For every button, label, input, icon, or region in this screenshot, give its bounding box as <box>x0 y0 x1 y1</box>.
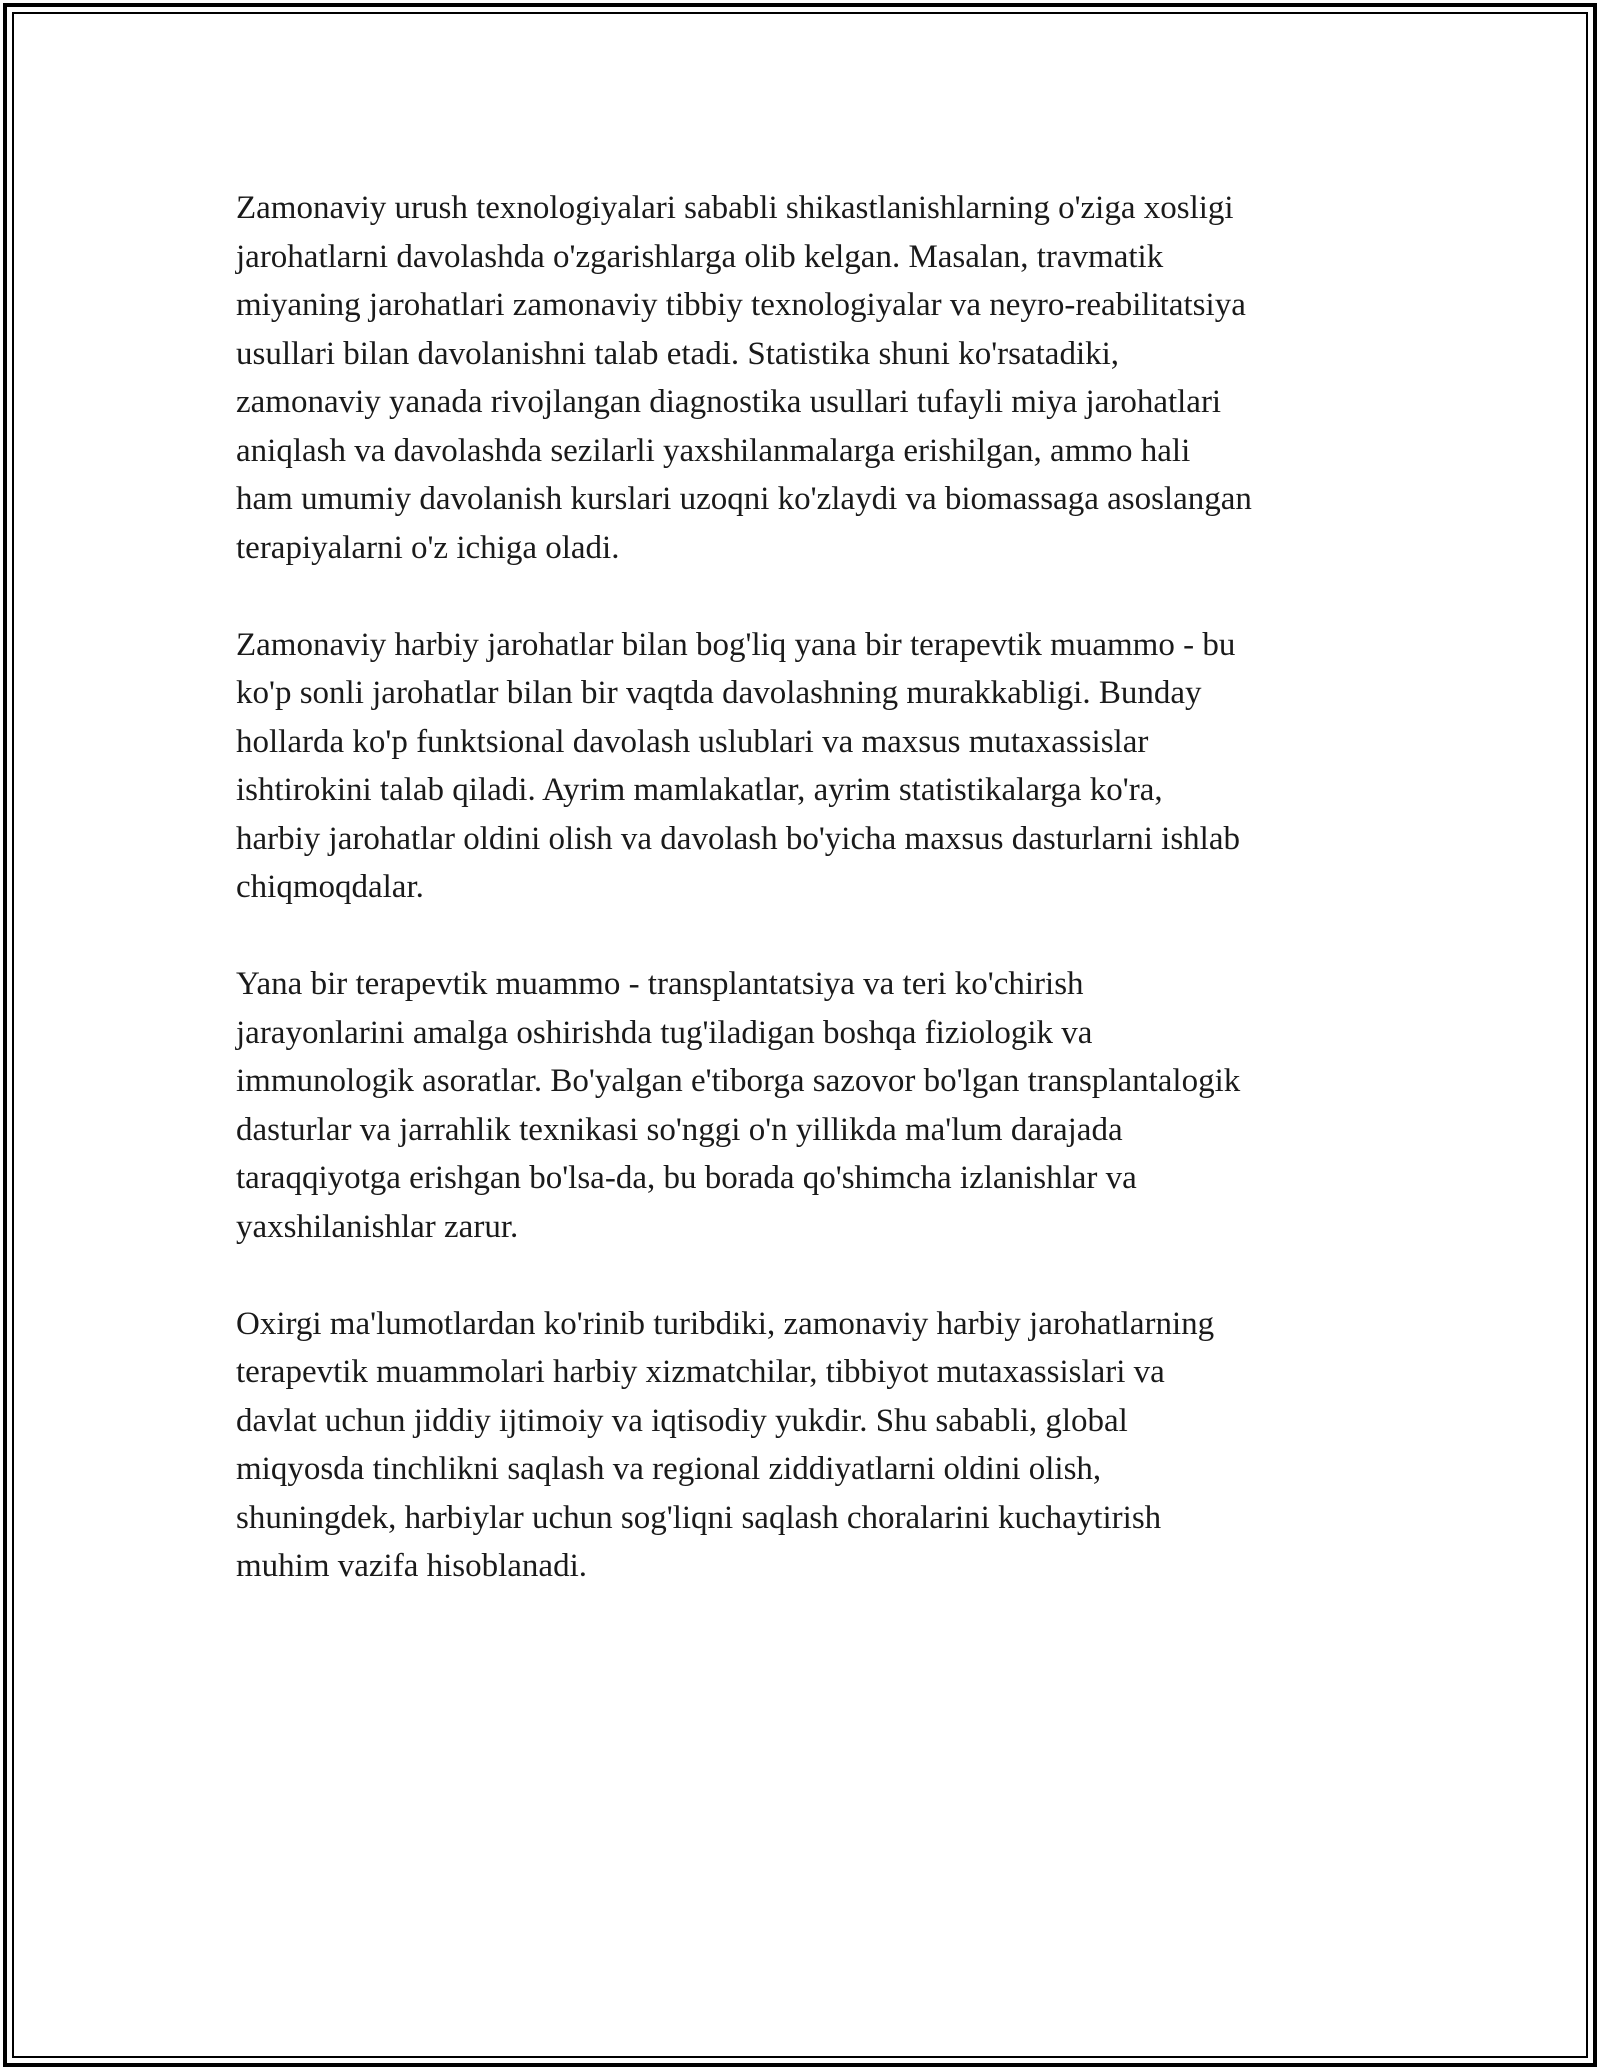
document-body <box>236 184 1386 1639</box>
text-line: terapevtik muammolari harbiy xizmatchilar, tibbiyot mutaxassislari va <box>236 1354 1165 1390</box>
text-line: usullari bilan davolanishni talab etadi. Statistika shuni ko'rsatadiki, <box>236 335 1120 372</box>
text-line: Oxirgi ma'lumotlardan ko'rinib turibdiki, zamonaviy harbiy jarohatlarning <box>236 1305 1215 1342</box>
text-line: taraqqiyotga erishgan bo'lsa-da, bu borada qo'shimcha izlanishlar va <box>236 1160 1137 1196</box>
text-line: muhim vazifa hisoblanadi. <box>236 1548 587 1584</box>
text-line: ko'p sonli jarohatlar bilan bir vaqtda davolashning murakkabligi. Bunday <box>236 675 1202 711</box>
paragraph-2 <box>236 621 1386 912</box>
text-line: jarohatlarni davolashda o'zgarishlarga olib kelgan. Masalan, travmatik <box>236 238 1164 275</box>
text-line: shuningdek, harbiylar uchun sog'liqni saqlash choralarini kuchaytirish <box>236 1499 1162 1536</box>
text-line: harbiy jarohatlar oldini olish va davolash bo'yicha maxsus dasturlarni ishlab <box>236 820 1240 857</box>
text-line: jarayonlarini amalga oshirishda tug'iladigan boshqa fiziologik va <box>236 1014 1093 1051</box>
paragraph-3 <box>236 960 1386 1251</box>
text-line: chiqmoqdalar. <box>236 869 424 905</box>
paragraph-4 <box>236 1300 1386 1591</box>
text-line: ham umumiy davolanish kurslari uzoqni ko'zlaydi va biomassaga asoslangan <box>236 481 1252 517</box>
text-line: miqyosda tinchlikni saqlash va regional ziddiyatlarni oldini olish, <box>236 1451 1102 1487</box>
text-line: davlat uchun jiddiy ijtimoiy va iqtisodiy yukdir. Shu sababli, global <box>236 1402 1128 1439</box>
text-line: ishtirokini talab qiladi. Ayrim mamlakatlar, ayrim statistikalarga ko'ra, <box>236 772 1163 808</box>
text-line: zamonaviy yanada rivojlangan diagnostika usullari tufayli miya jarohatlari <box>236 384 1222 420</box>
text-line: yaxshilanishlar zarur. <box>236 1208 519 1245</box>
text-line: terapiyalarni o'z ichiga oladi. <box>236 529 620 566</box>
text-line: immunologik asoratlar. Bo'yalgan e'tiborga sazovor bo'lgan transplantalogik <box>236 1063 1241 1099</box>
text-line: dasturlar va jarrahlik texnikasi so'nggi o'n yillikda ma'lum darajada <box>236 1111 1123 1148</box>
paragraph-1 <box>236 184 1386 572</box>
text-line: hollarda ko'p funktsional davolash uslublari va maxsus mutaxassislar <box>236 723 1149 760</box>
text-line: Yana bir terapevtik muammo - transplantatsiya va teri ko'chirish <box>236 966 1084 1002</box>
text-line: Zamonaviy urush texnologiyalari sababli shikastlanishlarning o'ziga xosligi <box>236 190 1234 226</box>
text-line: miyaning jarohatlari zamonaviy tibbiy texnologiyalar va neyro-reabilitatsiya <box>236 287 1246 323</box>
text-line: aniqlash va davolashda sezilarli yaxshilanmalarga erishilgan, ammo hali <box>236 432 1191 469</box>
text-line: Zamonaviy harbiy jarohatlar bilan bog'liq yana bir terapevtik muammo - bu <box>236 626 1236 663</box>
